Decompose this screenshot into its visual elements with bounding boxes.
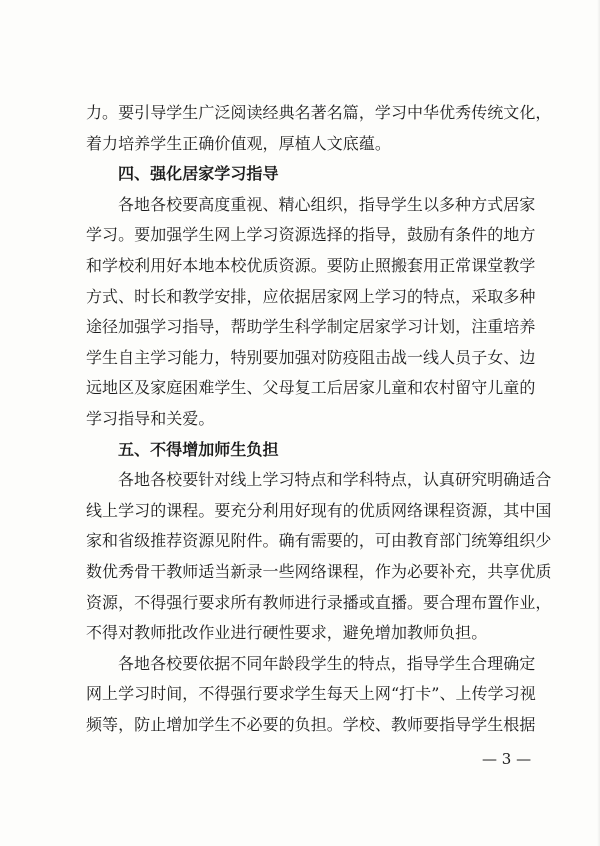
text-line: 家和省级推荐资源见附件。确有需要的，可由教育部门统筹组织少 [86, 531, 552, 551]
text-line: 方式、时长和教学安排，应依据居家网上学习的特点，采取多种 [86, 286, 536, 306]
text-line: 着力培养学生正确价值观，厚植人文底蕴。 [86, 133, 391, 153]
paragraph-start: 各地各校要高度重视、精心组织，指导学生以多种方式居家 [118, 194, 536, 214]
paragraph-start: 各地各校要依据不同年龄段学生的特点，指导学生合理确定 [118, 653, 536, 673]
text-line: 和学校利用好本地本校优质资源。要防止照搬套用正常课堂教学 [86, 255, 536, 275]
text-line: 学生自主学习能力，特别要加强对防疫阻击战一线人员子女、边 [86, 347, 536, 367]
text-line: 数优秀骨干教师适当新录一些网络课程，作为必要补充，共享优质 [86, 561, 552, 581]
text-line: 远地区及家庭困难学生、父母复工后居家儿童和农村留守儿童的 [86, 378, 536, 398]
text-line: 学习。要加强学生网上学习资源选择的指导，鼓励有条件的地方 [86, 225, 536, 245]
page-number: — 3 — [482, 750, 532, 768]
text-line: 不得对教师批改作业进行硬性要求，避免增加教师负担。 [86, 623, 488, 643]
section-heading: 五、不得增加师生负担 [118, 439, 279, 459]
text-line: 线上学习的课程。要充分利用好现有的优质网络课程资源，其中国 [86, 500, 552, 520]
section-heading: 四、强化居家学习指导 [118, 164, 279, 184]
text-line: 途径加强学习指导，帮助学生科学制定居家学习计划，注重培养 [86, 317, 536, 337]
text-line: 学习指导和关爱。 [86, 408, 215, 428]
document-body [86, 98, 552, 740]
text-line: 力。要引导学生广泛阅读经典名著名篇，学习中华优秀传统文化， [86, 103, 552, 122]
paragraph-start: 各地各校要针对线上学习特点和学科特点，认真研究明确适合 [118, 470, 552, 490]
text-line: 网上学习时间，不得强行要求学生每天上网“打卡”、上传学习视 [86, 684, 536, 704]
text-line: 资源，不得强行要求所有教师进行录播或直播。要合理布置作业， [86, 592, 552, 612]
text-line: 频等，防止增加学生不必要的负担。学校、教师要指导学生根据 [86, 714, 536, 734]
